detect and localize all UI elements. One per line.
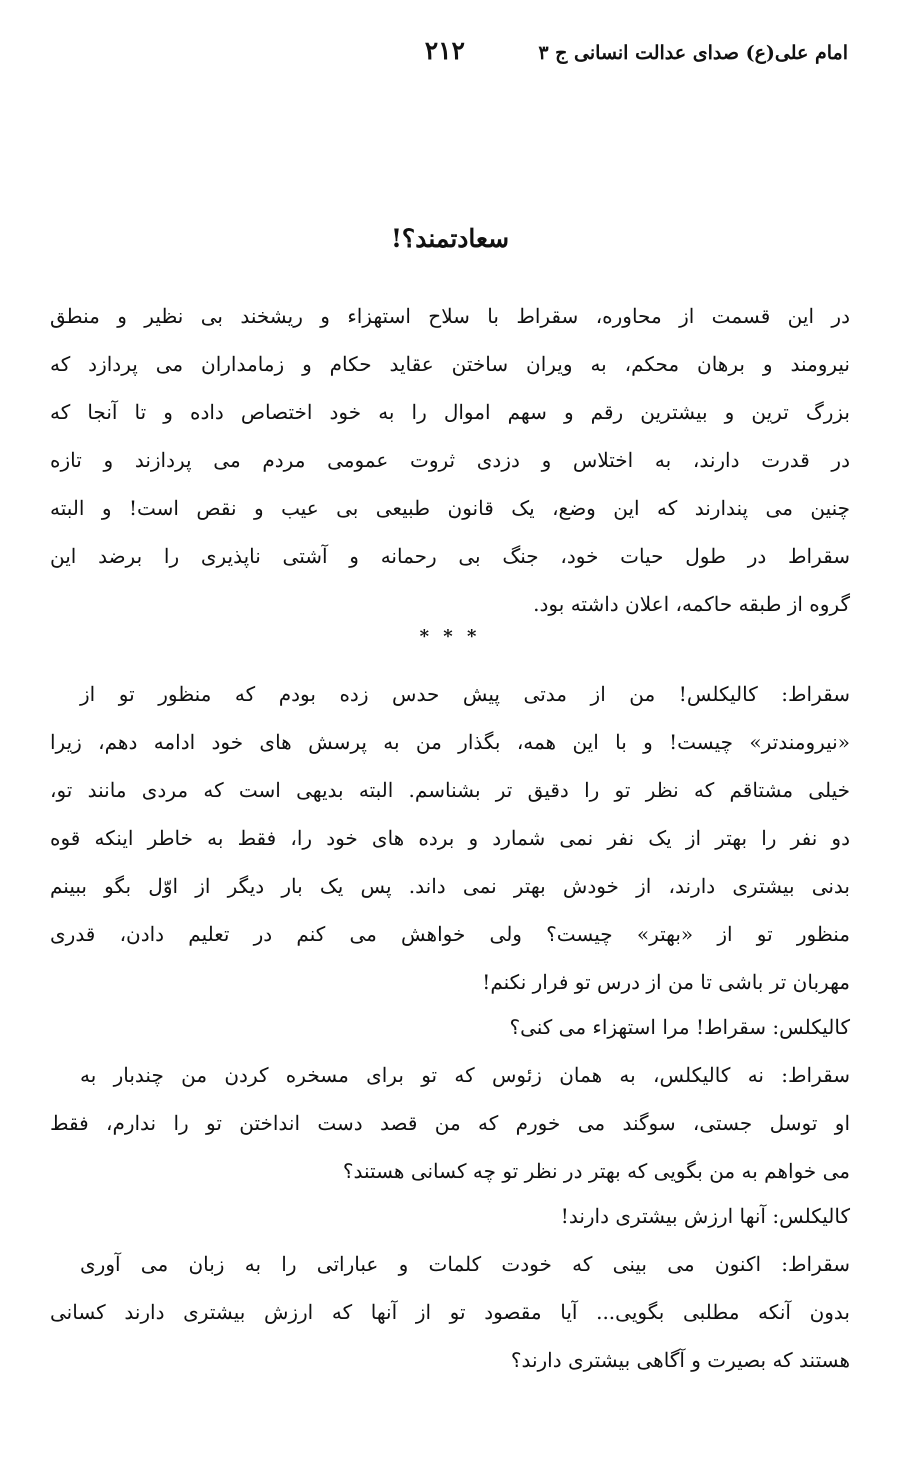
paragraph-1-line: در قدرت دارند، به اختلاس و دزدی ثروت عمومی مردم می پردازند و تازه	[50, 448, 850, 472]
paragraph-3-line: او توسل جستی، سوگند می خورم که من قصد دست انداختن تو را ندارم، فقط	[50, 1111, 850, 1135]
paragraph-2-line: منظور تو از «بهتر» چیست؟ ولی خواهش می کنم در تعلیم دادن، قدری	[50, 922, 850, 946]
paragraph-3-line: سقراط: نه کالیکلس، به همان زئوس که تو برای مسخره کردن من چندبار به	[80, 1063, 850, 1087]
paragraph-2-line: «نیرومندتر» چیست! و با این همه، بگذار من به پرسش های خود ادامه دهم، زیرا	[50, 730, 850, 754]
page-number: ۲۱۲	[424, 36, 465, 65]
paragraph-4-line: سقراط: اکنون می بینی که خودت کلمات و عباراتی را به زبان می آوری	[80, 1252, 851, 1276]
paragraph-2-line: دو نفر را بهتر از یک نفر نمی شمارد و برده های خود را، فقط به خاطر اینکه قوه	[50, 826, 850, 850]
dialogue-line: کالیکلس: آنها ارزش بیشتری دارند!	[560, 1204, 850, 1228]
paragraph-2-line: خیلی مشتاقم که نظر تو را دقیق تر بشناسم. البته بدیهی است که مردی مانند تو،	[50, 778, 850, 802]
dialogue-line: کالیکلس: سقراط! مرا استهزاء می کنی؟	[509, 1015, 850, 1039]
paragraph-1-line: در این قسمت از محاوره، سقراط با سلاح استهزاء و ریشخند بی نظیر و منطق	[50, 304, 850, 328]
paragraph-1-line: بزرگ ترین و بیشترین رقم و سهم اموال را به خود اختصاص داده و تا آنجا که	[50, 400, 850, 424]
paragraph-3-line: می خواهم به من بگویی که بهتر در نظر تو چه کسانی هستند؟	[342, 1159, 850, 1183]
section-title: سعادتمند؟!	[390, 224, 510, 253]
running-title: امام علی(ع) صدای عدالت انسانی ج ۳	[538, 42, 848, 64]
paragraph-1-line: چنین می پندارند که این وضع، یک قانون طبیعی بی عیب و نقص است! و البته	[50, 496, 850, 520]
paragraph-2-line: بدنی بیشتری دارند، از خودش بهتر نمی داند. پس یک بار دیگر از اوّل بگو ببینم	[50, 874, 850, 898]
paragraph-4-line: هستند که بصیرت و آگاهی بیشتری دارند؟	[510, 1348, 850, 1372]
paragraph-1-line: سقراط در طول حیات خود، جنگ بی رحمانه و آشتی ناپذیری را برضد این	[50, 544, 850, 568]
paragraph-4-line: بدون آنکه مطلبی بگویی... آیا مقصود تو از آنها که ارزش بیشتری دارند کسانی	[50, 1300, 850, 1324]
section-separator: * * *	[419, 626, 481, 647]
paragraph-2-line: سقراط: کالیکلس! من از مدتی پیش حدس زده بودم که منظور تو از	[80, 682, 850, 706]
paragraph-1-line: گروه از طبقه حاکمه، اعلان داشته بود.	[533, 592, 850, 616]
paragraph-1-line: نیرومند و برهان محکم، به ویران ساختن عقاید حکام و زمامداران می پردازد که	[50, 352, 850, 376]
paragraph-2-line: مهربان تر باشی تا من از درس تو فرار نکنم!	[482, 970, 850, 994]
running-header	[40, 30, 860, 76]
